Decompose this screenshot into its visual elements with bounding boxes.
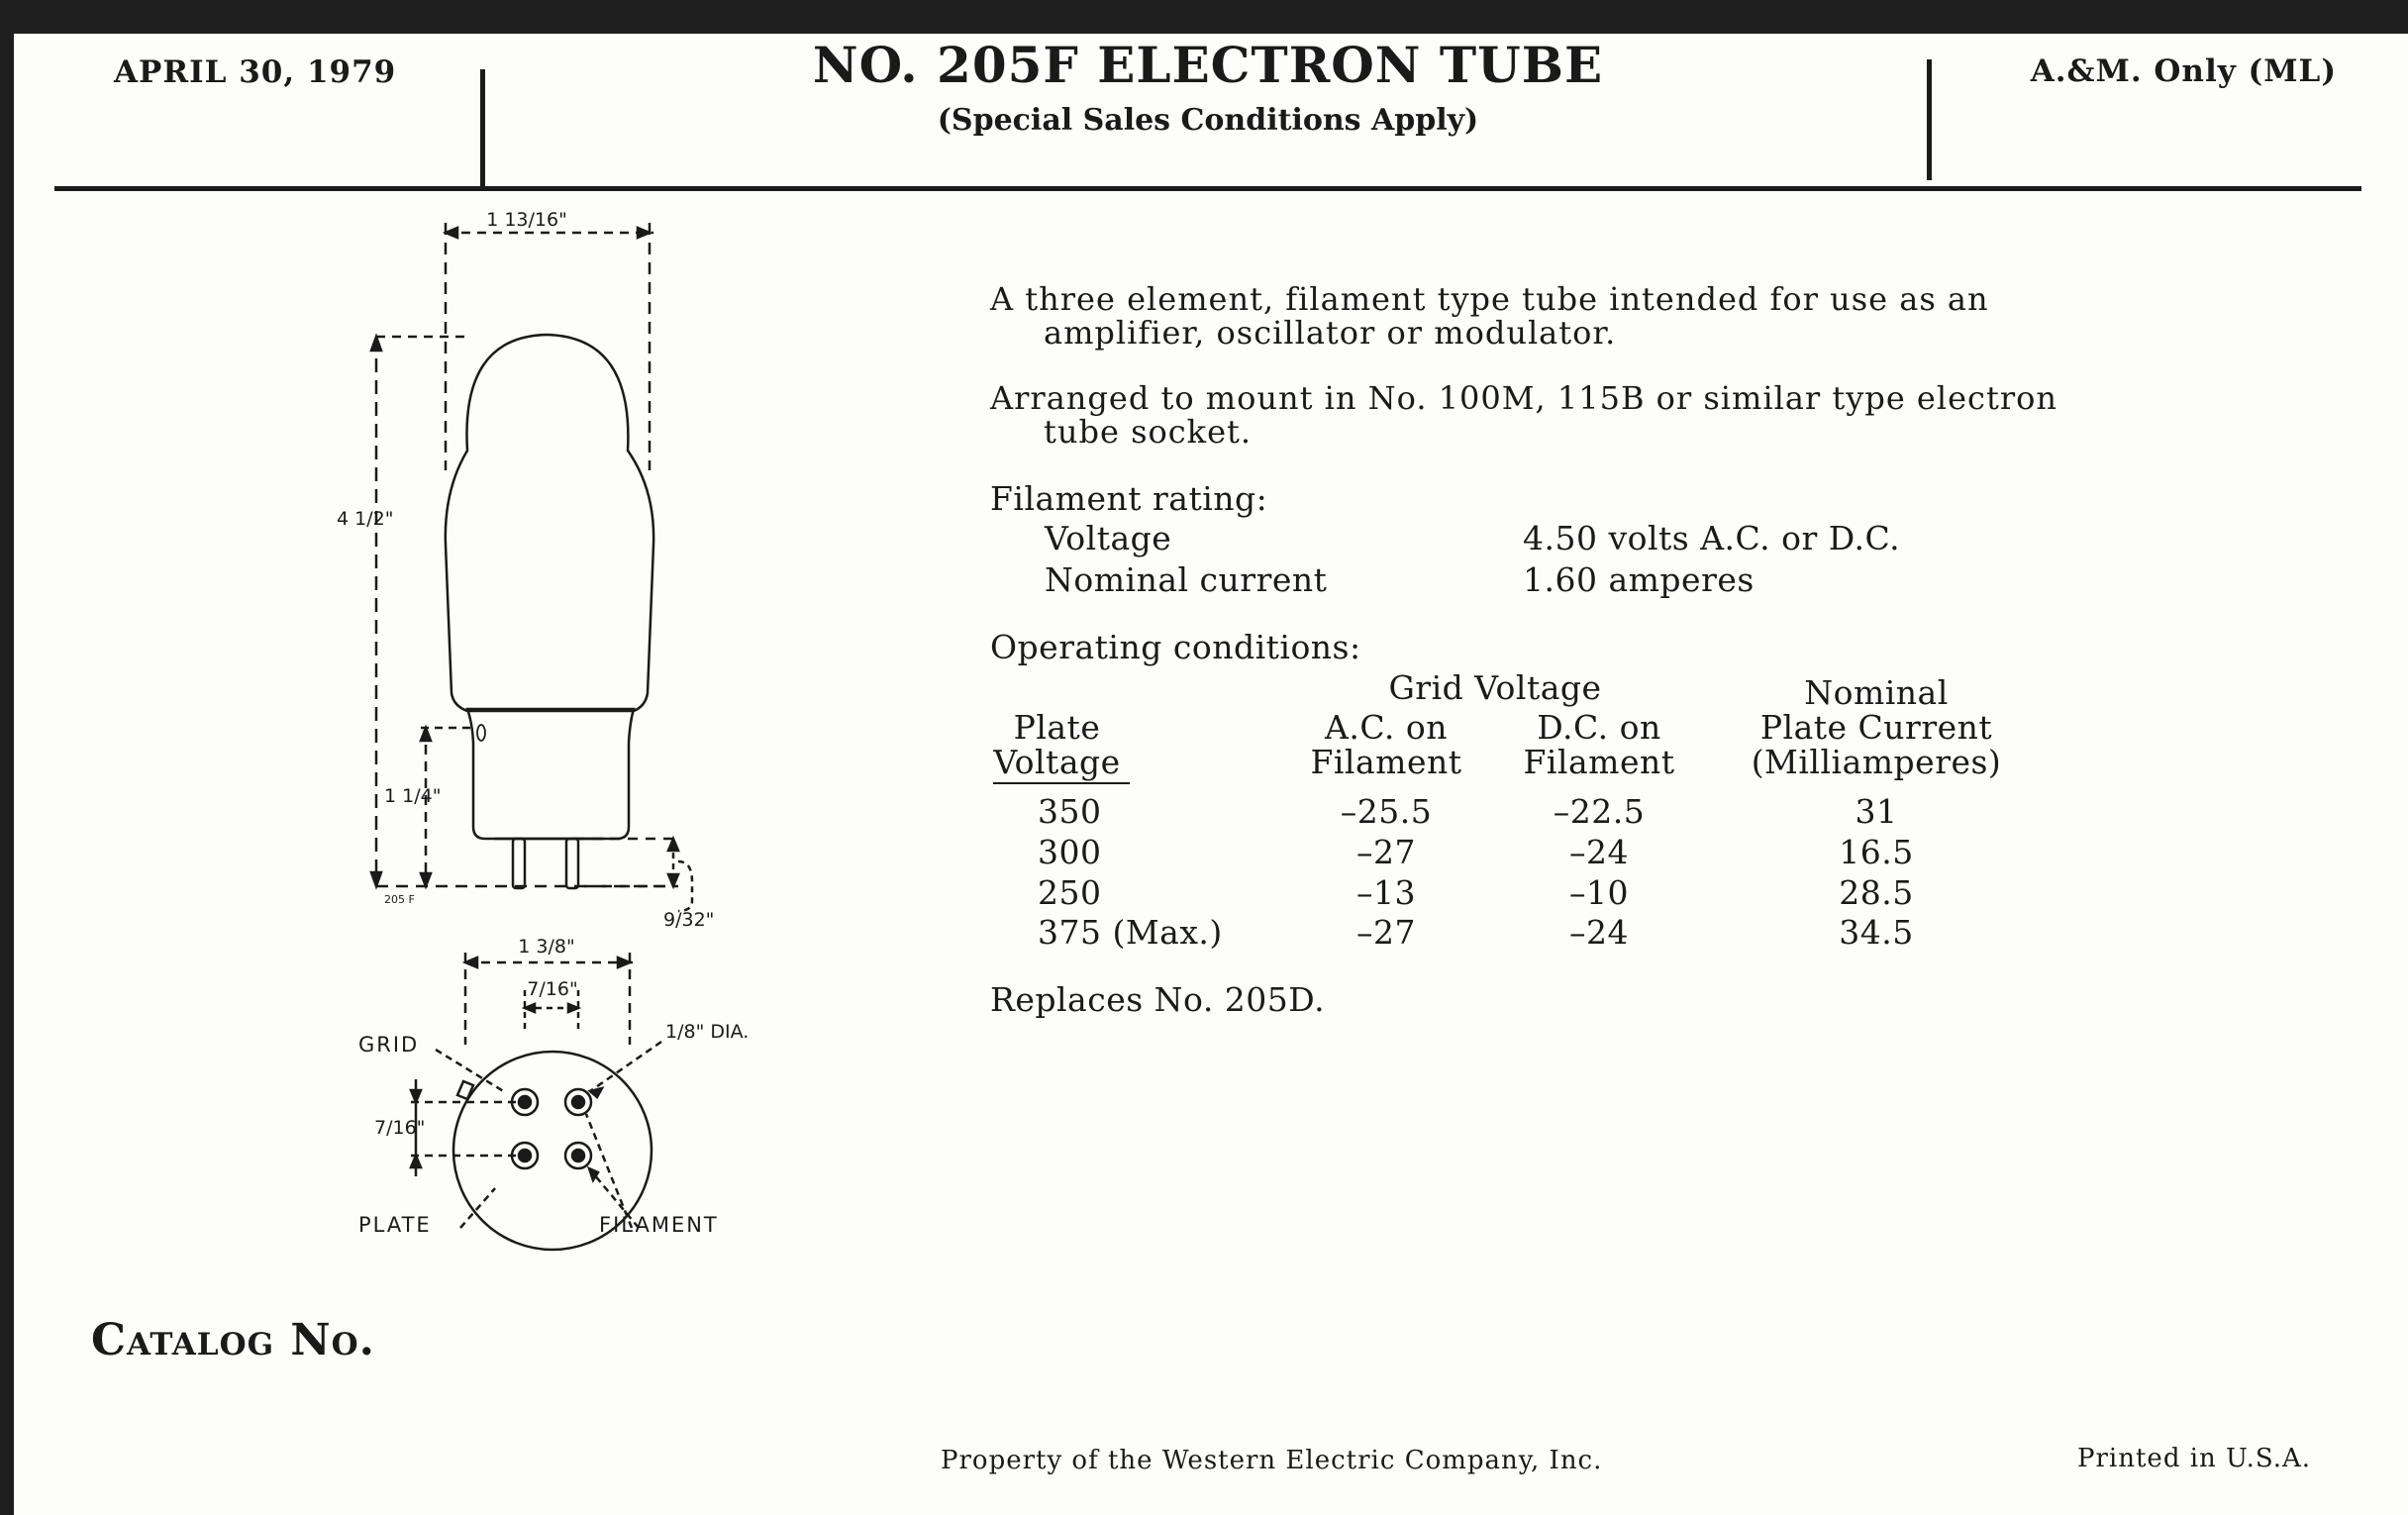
table-cell-ac: –13: [1356, 873, 1416, 912]
tube-base: [467, 709, 634, 839]
table-cell-current: 34.5: [1839, 913, 1914, 952]
tube-pin: [513, 839, 525, 888]
height-dimension-label: 4 1/2": [337, 508, 394, 530]
operating-heading: Operating conditions:: [990, 628, 1361, 666]
table-cell-plate: 375 (Max.): [1038, 913, 1223, 952]
col-current-header-2: Plate Current: [1759, 708, 1993, 747]
footer-property: Property of the Western Electric Company, Inc.: [941, 1446, 1603, 1475]
label-filament: FILAMENT: [599, 1213, 719, 1237]
col-plate-header-1: Plate: [1013, 708, 1101, 747]
tube-pin: [566, 839, 578, 888]
filament-voltage-value: 4.50 volts A.C. or D.C.: [1523, 519, 1901, 557]
filament-current-value: 1.60 amperes: [1523, 560, 1755, 599]
table-cell-ac: –25.5: [1340, 792, 1433, 831]
description-para-2: Arranged to mount in No. 100M, 115B or similar type electron tube socket.: [990, 379, 2057, 451]
table-cell-dc: –10: [1569, 873, 1629, 912]
footer-printed: Printed in U.S.A.: [2077, 1444, 2312, 1473]
plate-header-underline: [993, 782, 1130, 784]
tube-bulb: [446, 335, 653, 711]
table-cell-plate: 350: [1038, 792, 1102, 831]
header-date: APRIL 30, 1979: [114, 54, 397, 90]
pin-vspacing-label: 7/16": [374, 1117, 426, 1139]
header-right-note: A.&M. Only (ML): [2030, 53, 2337, 89]
replaces-note: Replaces No. 205D.: [990, 980, 1326, 1019]
page-subtitle: (Special Sales Conditions Apply): [937, 103, 1479, 138]
description-para-1: A three element, filament type tube intended for use as an amplifier, oscillator or modulator.: [990, 280, 1989, 352]
label-plate: PLATE: [358, 1213, 432, 1237]
grid-voltage-heading: Grid Voltage: [1388, 668, 1602, 707]
pin-diameter-label: 1/8" DIA.: [665, 1021, 750, 1043]
table-cell-dc: –24: [1569, 833, 1629, 871]
col-plate-header-2: Voltage: [993, 743, 1121, 781]
col-dc-header-2: Filament: [1523, 743, 1675, 781]
col-ac-header-2: Filament: [1310, 743, 1462, 781]
header-divider-left: [480, 69, 485, 188]
base-height-label: 1 1/4": [384, 785, 442, 807]
table-cell-current: 28.5: [1839, 873, 1914, 912]
label-grid: GRID: [358, 1033, 420, 1057]
header-divider-right: [1927, 59, 1932, 180]
base-marking: 205 F: [384, 893, 415, 906]
header-rule: [54, 186, 2361, 191]
table-cell-ac: –27: [1356, 833, 1416, 871]
tube-diagram: [337, 208, 772, 1258]
catalog-number-label: Catalog No.: [91, 1315, 375, 1365]
table-cell-dc: –22.5: [1553, 792, 1646, 831]
page-title: NO. 205F ELECTRON TUBE: [812, 36, 1604, 94]
filament-voltage-label: Voltage: [1045, 519, 1172, 557]
width-dimension-label: 1 13/16": [486, 209, 567, 231]
col-dc-header-1: D.C. on: [1537, 708, 1661, 747]
col-ac-header-1: A.C. on: [1325, 708, 1448, 747]
col-current-header-3: (Milliamperes): [1751, 743, 2002, 781]
table-cell-plate: 300: [1038, 833, 1102, 871]
filament-heading: Filament rating:: [990, 479, 1268, 518]
pin-length-label: 9/32": [663, 909, 715, 931]
table-cell-current: 16.5: [1839, 833, 1914, 871]
table-cell-current: 31: [1855, 792, 1898, 831]
filament-current-label: Nominal current: [1045, 560, 1328, 599]
table-cell-plate: 250: [1038, 873, 1102, 912]
table-cell-dc: –24: [1569, 913, 1629, 952]
pin-spacing-label: 7/16": [527, 978, 578, 1000]
table-cell-ac: –27: [1356, 913, 1416, 952]
col-current-header-1: Nominal: [1804, 673, 1949, 712]
base-width-label: 1 3/8": [518, 936, 575, 958]
